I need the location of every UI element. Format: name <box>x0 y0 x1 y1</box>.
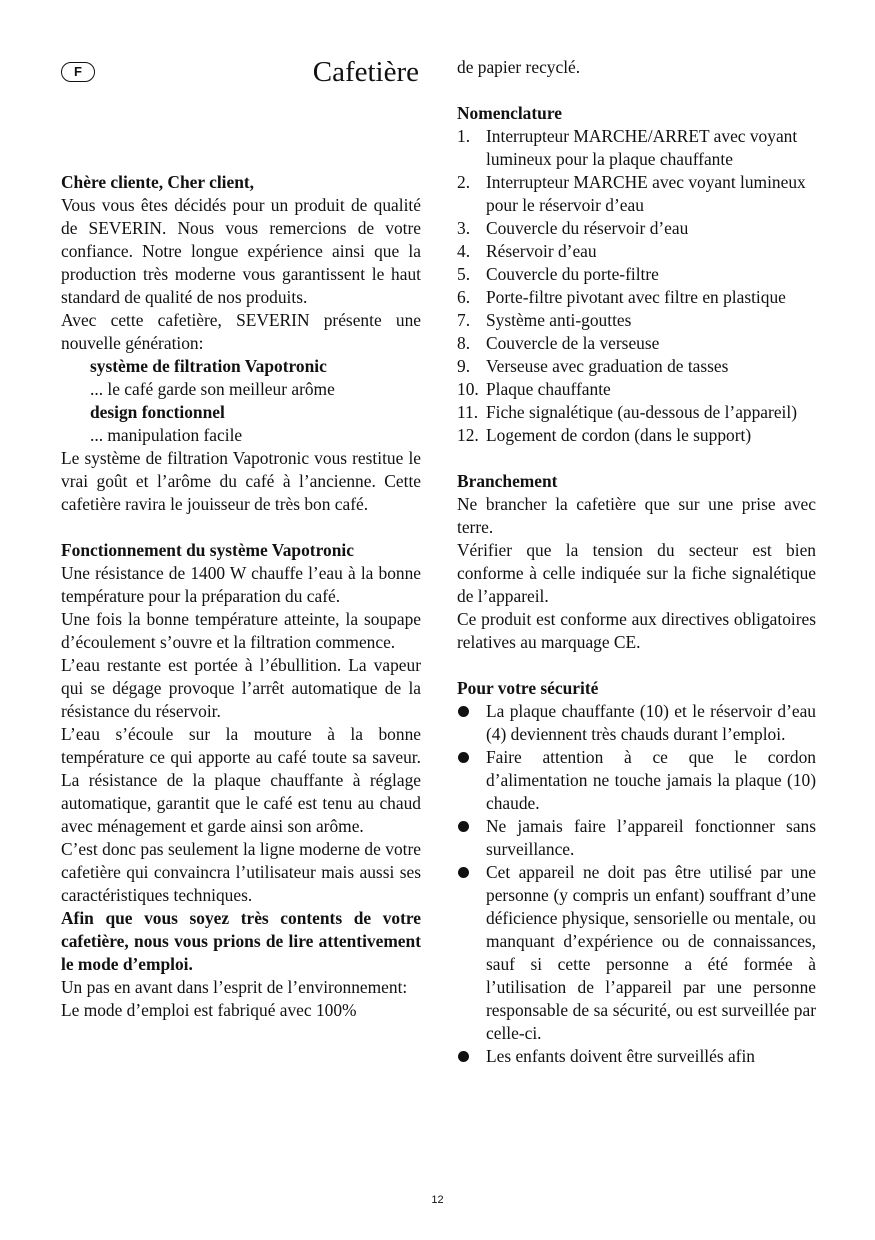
greeting: Chère cliente, Cher client, <box>61 172 255 192</box>
spacer <box>457 447 816 470</box>
item-number: 9. <box>457 356 471 376</box>
connection-heading: Branchement <box>457 471 558 491</box>
right-column <box>457 56 816 1068</box>
connection-paragraph-1: Ne brancher la cafetière que sur une prise avec terre. <box>457 494 816 537</box>
spacer <box>457 654 816 677</box>
item-text: Fiche signalétique (au-dessous de l’appareil) <box>486 402 797 422</box>
nomenclature-item <box>457 378 816 401</box>
safety-item: Ne jamais faire l’appareil fonctionner sans surveillance. <box>457 815 816 861</box>
nomenclature-item <box>457 286 816 309</box>
nomenclature-item <box>457 171 816 217</box>
language-badge: F <box>61 62 95 82</box>
spacer <box>61 516 421 539</box>
safety-item: Cet appareil ne doit pas être utilisé par une personne (y compris un enfant) souffrant d’une déficience physique, sensorielle ou mentale, ou manquant d’expérience ou de connaissances, sauf si cette personne a été formée à l’utilisation de l’appareil par une personne responsable de sa sécurité, ou est surveillée par celle-ci. <box>457 861 816 1045</box>
item-text: Verseuse avec graduation de tasses <box>486 356 729 376</box>
environment-paragraph-1: Un pas en avant dans l’esprit de l’environnement: <box>61 977 408 997</box>
safety-list <box>457 700 816 1068</box>
item-number: 3. <box>457 218 471 238</box>
item-number: 11. <box>457 402 479 422</box>
intro-paragraph-2: Avec cette cafetière, SEVERIN présente une nouvelle génération: <box>61 310 421 353</box>
function-paragraph-3: L’eau restante est portée à l’ébullition. La vapeur qui se dégage provoque l’arrêt automatique de la résistance du réservoir. <box>61 655 421 721</box>
function-paragraph-4: L’eau s’écoule sur la mouture à la bonne température ce qui apporte au café toute sa saveur. La résistance de la plaque chauffante à réglage automatique, garantit que le café est tenu au chaud avec ménagement et garde ainsi son arôme. <box>61 724 421 836</box>
connection-paragraph-2: Vérifier que la tension du secteur est bien conforme à celle indiquée sur la fiche signalétique de l’appareil. <box>457 540 816 606</box>
intro-paragraph-1: Vous vous êtes décidés pour un produit de qualité de SEVERIN. Nous vous remercions de votre confiance. Notre longue expérience ainsi que la production très moderne vous garantissent le haut standard de qualité de nos produits. <box>61 195 421 307</box>
item-number: 1. <box>457 126 471 146</box>
nomenclature-item <box>457 263 816 286</box>
item-number: 10. <box>457 379 479 399</box>
read-manual-notice: Afin que vous soyez très contents de votre cafetière, nous vous prions de lire attentivement le mode d’emploi. <box>61 908 421 974</box>
function-paragraph-2: Une fois la bonne température atteinte, la soupape d’écoulement s’ouvre et la filtration commence. <box>61 609 421 652</box>
nomenclature-item <box>457 424 816 447</box>
feature-vapotronic-desc: ... le café garde son meilleur arôme <box>90 379 335 399</box>
environment-paragraph-2: Le mode d’emploi est fabriqué avec 100% <box>61 1000 357 1020</box>
nomenclature-item <box>457 401 816 424</box>
item-text: Système anti-gouttes <box>486 310 632 330</box>
item-number: 12. <box>457 425 479 445</box>
safety-item: La plaque chauffante (10) et le réservoir d’eau (4) deviennent très chauds durant l’emploi. <box>457 700 816 746</box>
item-number: 7. <box>457 310 471 330</box>
safety-heading: Pour votre sécurité <box>457 678 599 698</box>
page-number: 12 <box>431 1194 444 1206</box>
spacer <box>457 79 816 102</box>
item-text: Interrupteur MARCHE avec voyant lumineux pour le réservoir d’eau <box>486 172 806 215</box>
section-heading-vapotronic: Fonctionnement du système Vapotronic <box>61 540 354 560</box>
nomenclature-list <box>457 125 816 447</box>
nomenclature-item <box>457 355 816 378</box>
nomenclature-item <box>457 332 816 355</box>
item-text: Logement de cordon (dans le support) <box>486 425 752 445</box>
connection-paragraph-3: Ce produit est conforme aux directives obligatoires relatives au marquage CE. <box>457 609 816 652</box>
item-text: Réservoir d’eau <box>486 241 597 261</box>
page-title: Cafetière <box>312 56 419 88</box>
item-text: Plaque chauffante <box>486 379 611 399</box>
item-text: Porte-filtre pivotant avec filtre en plastique <box>486 287 786 307</box>
item-text: Couvercle du réservoir d’eau <box>486 218 689 238</box>
function-paragraph-1: Une résistance de 1400 W chauffe l’eau à la bonne température pour la préparation du café. <box>61 563 421 606</box>
item-text: Interrupteur MARCHE/ARRET avec voyant lumineux pour la plaque chauffante <box>486 126 798 169</box>
function-paragraph-5: C’est donc pas seulement la ligne moderne de votre cafetière qui convaincra l’utilisateur mais aussi ses caractéristiques techniques. <box>61 839 421 905</box>
nomenclature-heading: Nomenclature <box>457 103 562 123</box>
nomenclature-item <box>457 217 816 240</box>
item-number: 8. <box>457 333 471 353</box>
feature-design-title: design fonctionnel <box>90 402 225 422</box>
intro-paragraph-3: Le système de filtration Vapotronic vous restitue le vrai goût et l’arôme du café à l’ancienne. Cette cafetière ravira le jouisseur de très bon café. <box>61 448 421 514</box>
item-number: 5. <box>457 264 471 284</box>
continuation-text: de papier recyclé. <box>457 57 581 77</box>
nomenclature-item <box>457 309 816 332</box>
item-number: 6. <box>457 287 471 307</box>
left-column <box>61 171 421 1022</box>
feature-design-desc: ... manipulation facile <box>90 425 243 445</box>
item-text: Couvercle du porte-filtre <box>486 264 659 284</box>
safety-item: Faire attention à ce que le cordon d’alimentation ne touche jamais la plaque (10) chaude. <box>457 746 816 815</box>
safety-item: Les enfants doivent être surveillés afin <box>457 1045 816 1068</box>
item-number: 4. <box>457 241 471 261</box>
nomenclature-item <box>457 125 816 171</box>
nomenclature-item <box>457 240 816 263</box>
feature-vapotronic-title: système de filtration Vapotronic <box>90 356 327 376</box>
item-text: Couvercle de la verseuse <box>486 333 660 353</box>
item-number: 2. <box>457 172 471 192</box>
